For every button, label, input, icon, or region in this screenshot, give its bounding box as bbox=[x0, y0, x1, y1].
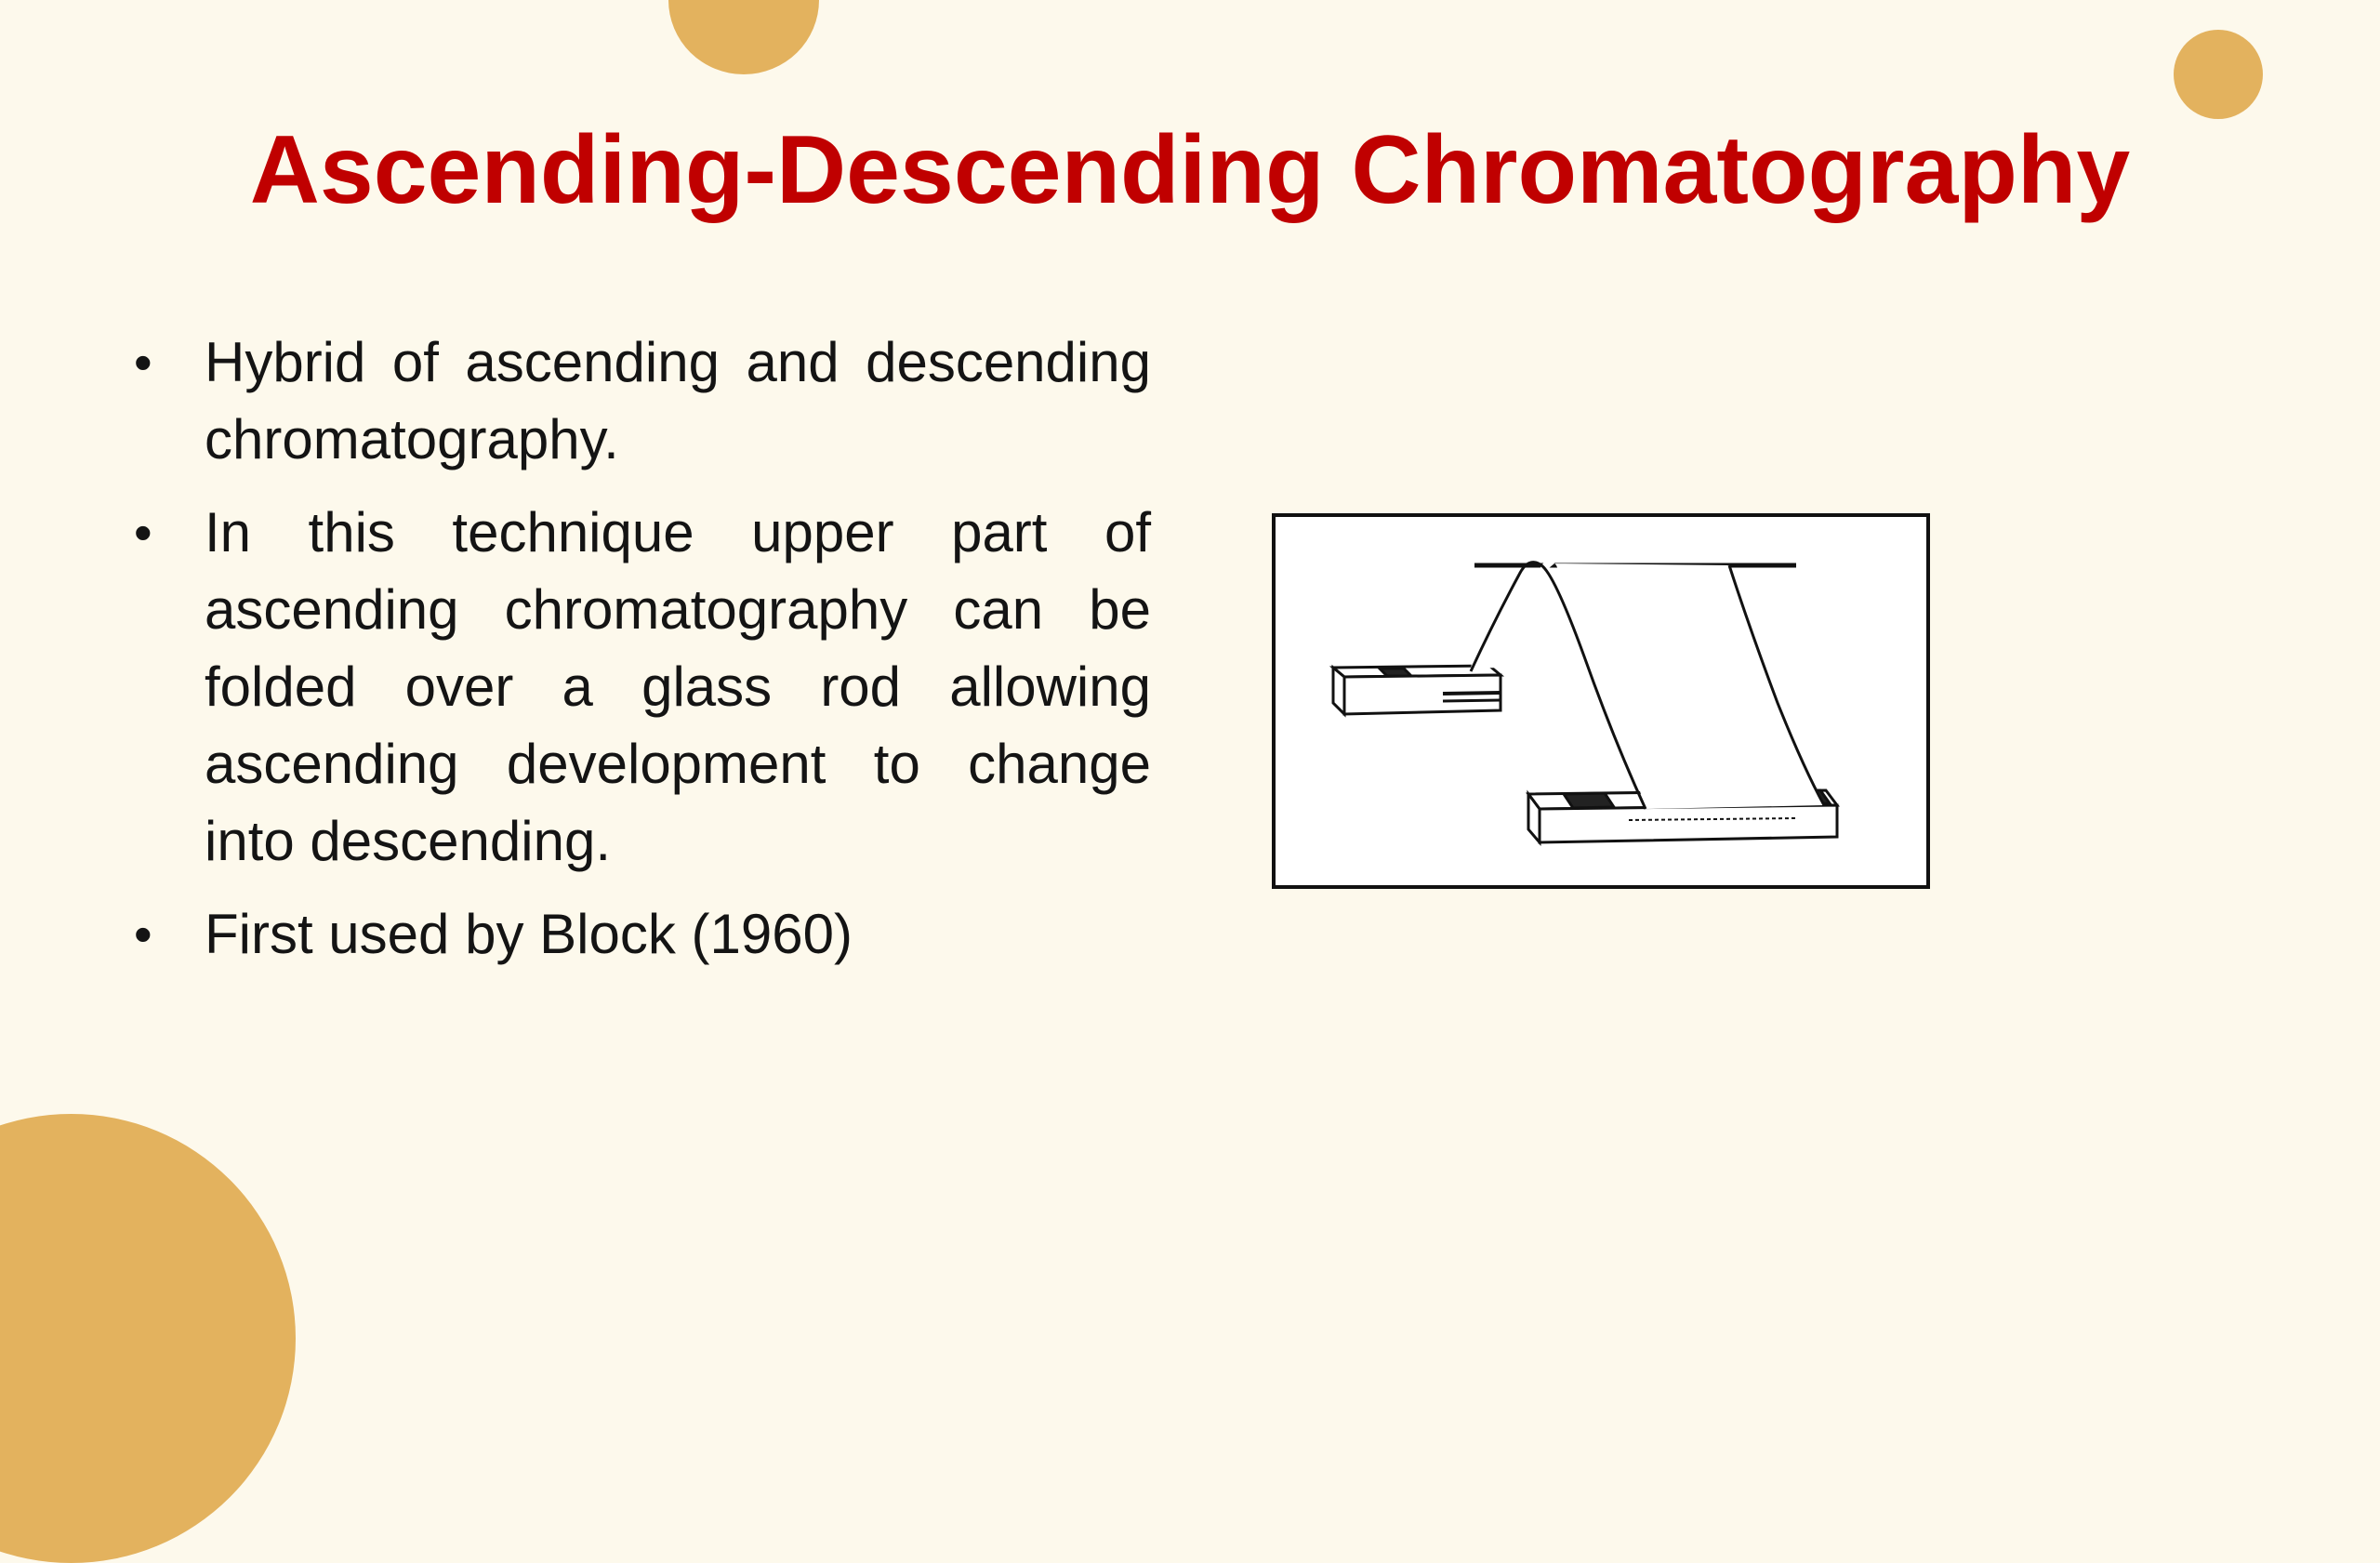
bullet-item bbox=[130, 324, 1151, 478]
bullet-mark: • bbox=[134, 503, 152, 562]
bullet-item bbox=[130, 895, 1151, 973]
bullet-text: Hybrid of ascending and descending chromatography. bbox=[205, 331, 1151, 470]
bullet-mark: • bbox=[134, 905, 152, 963]
bullet-list bbox=[130, 324, 1151, 988]
decorative-circle-right bbox=[2174, 30, 2263, 119]
bullet-mark: • bbox=[134, 333, 152, 391]
decorative-circle-top bbox=[668, 0, 819, 74]
upper-trough bbox=[1333, 666, 1501, 714]
apparatus-illustration bbox=[1276, 517, 1926, 885]
chromatography-paper bbox=[1471, 561, 1824, 809]
bullet-text: In this technique upper part of ascending chromatography can be folded over a glass rod allowing ascending development to change into descending. bbox=[205, 501, 1151, 872]
bullet-text: First used by Block (1960) bbox=[205, 903, 853, 965]
chromatography-apparatus-figure bbox=[1272, 513, 1930, 889]
slide-title: Ascending-Descending Chromatography bbox=[249, 116, 2131, 224]
bullet-item bbox=[130, 494, 1151, 880]
